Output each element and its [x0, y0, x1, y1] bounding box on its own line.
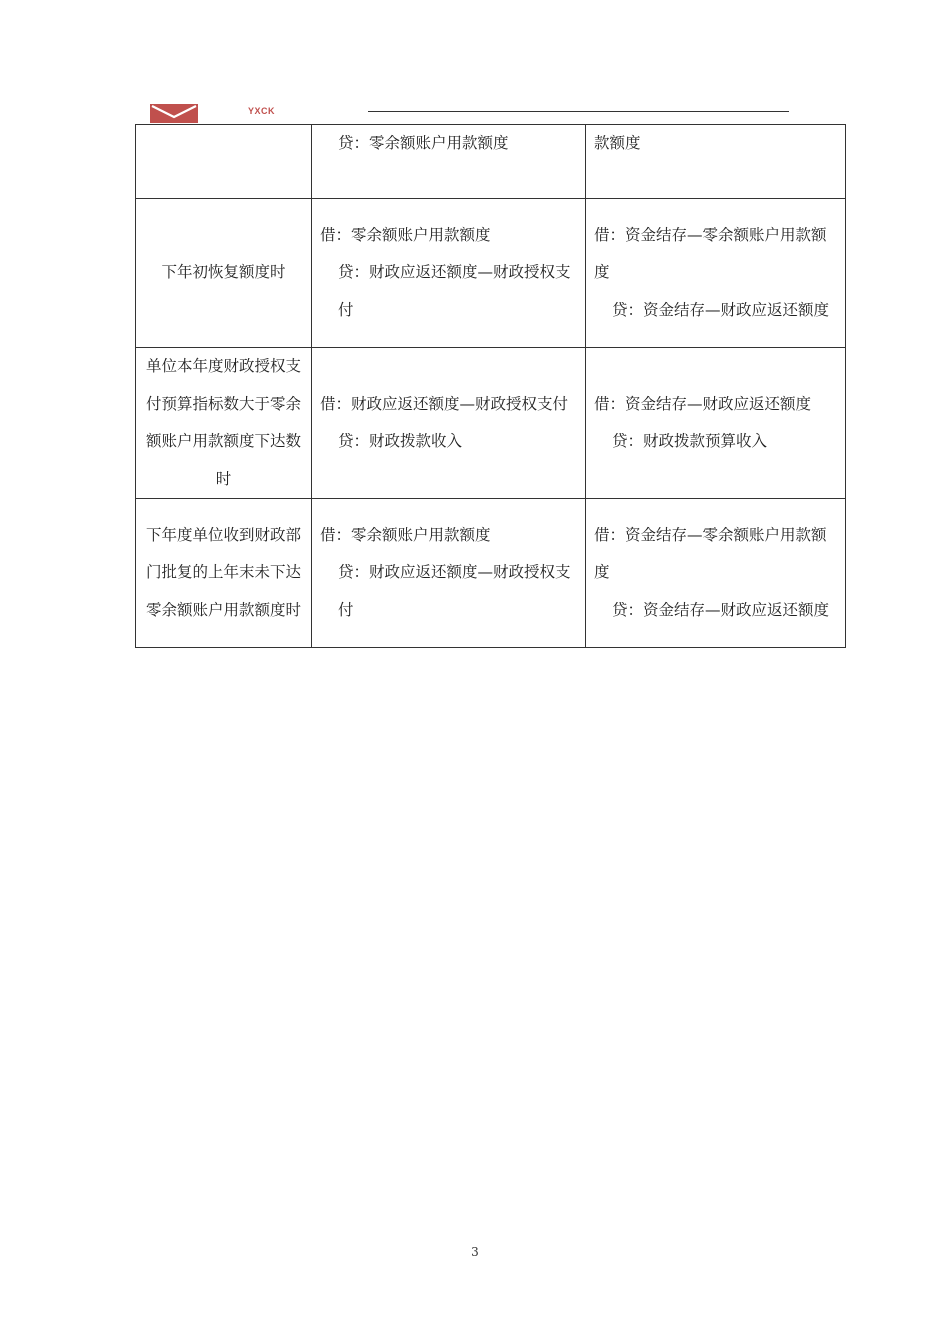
debit-line: 借：零余额账户用款额度: [320, 225, 491, 244]
credit-line: 贷：财政拨款预算收入: [612, 432, 768, 450]
logo-text: YXCK: [248, 106, 276, 116]
budget-entry-cell: [312, 348, 586, 499]
financial-entry-cell: [586, 125, 846, 199]
header-rule: [368, 111, 789, 112]
credit-line: 贷：财政应返还额度—财政授权支付: [338, 563, 571, 619]
page-header: [0, 0, 950, 124]
budget-entry-cell: [312, 199, 586, 348]
debit-line: 借：资金结存—零余额账户用款额度: [594, 225, 827, 282]
credit-line: 贷：财政应返还额度—财政授权支付: [338, 263, 571, 319]
credit-line: 贷：资金结存—财政应返还额度: [612, 300, 830, 319]
budget-entry-cell: [312, 499, 586, 648]
condition-cell: 单位本年度财政授权支付预算指标数大于零余额账户用款额度下达数时: [136, 348, 312, 499]
entry-line: 款额度: [594, 134, 641, 152]
credit-line: 贷：财政拨款收入: [338, 432, 463, 450]
financial-entry-cell: [586, 499, 846, 648]
debit-line: 借：资金结存—零余额账户用款额度: [594, 525, 827, 582]
table-row: [136, 499, 846, 648]
debit-line: 借：资金结存—财政应返还额度: [594, 394, 812, 413]
table-row: [136, 348, 846, 499]
envelope-logo-icon: [150, 104, 198, 123]
condition-cell: 下年度单位收到财政部门批复的上年末未下达零余额账户用款额度时: [136, 499, 312, 648]
financial-entry-cell: [586, 348, 846, 499]
page-number: 3: [471, 1245, 479, 1259]
budget-entry-cell: [312, 125, 586, 199]
financial-entry-cell: [586, 199, 846, 348]
debit-line: 借：财政应返还额度—财政授权支付: [320, 394, 569, 413]
condition-cell: 下年初恢复额度时: [136, 199, 312, 348]
table-row: [136, 125, 846, 199]
credit-line: 贷：资金结存—财政应返还额度: [612, 600, 830, 619]
accounting-entries-table: [135, 124, 846, 648]
debit-line: 借：零余额账户用款额度: [320, 525, 491, 544]
credit-line: 贷：零余额账户用款额度: [338, 134, 509, 152]
table-row: [136, 199, 846, 348]
condition-cell: [136, 125, 312, 199]
